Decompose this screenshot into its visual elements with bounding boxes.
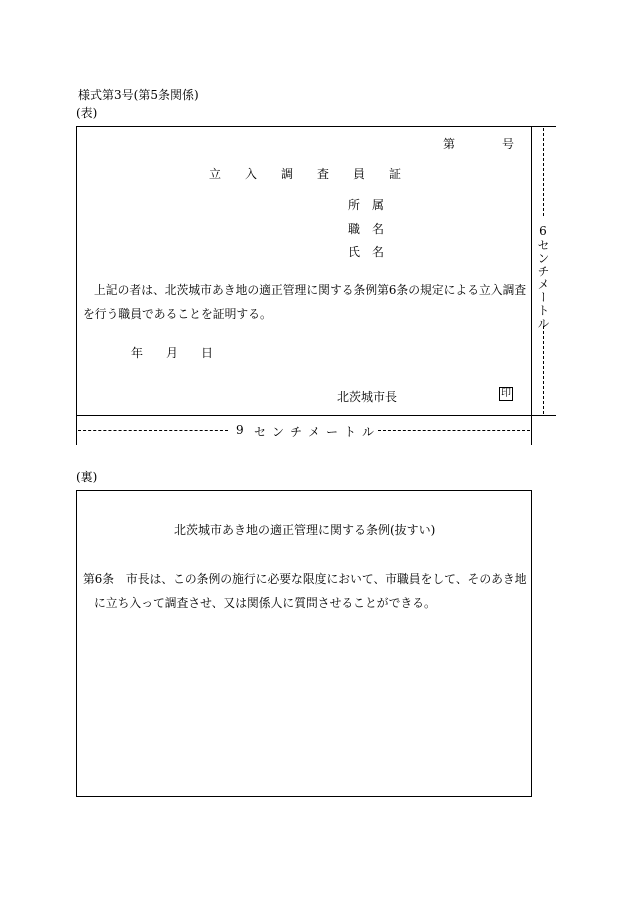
card-title-char: 証: [389, 167, 402, 181]
width-dimension-char: ル: [362, 425, 375, 439]
front-card-left-border: [76, 126, 77, 445]
number-dai: 第: [443, 137, 456, 151]
date-year: 年: [131, 346, 144, 360]
card-title-char: 調: [281, 167, 294, 181]
width-dimension-char: メ: [308, 425, 321, 439]
width-dimension-char: ン: [272, 425, 285, 439]
width-dimension-left-tick: [76, 415, 77, 445]
width-dimension-line-right: [378, 430, 530, 431]
certification-text-line1: 上記の者は、北茨城市あき地の適正管理に関する条例第6条の規定による立入調査: [94, 283, 527, 297]
position-char: 名: [372, 222, 385, 236]
width-dimension-char: セ: [254, 425, 267, 439]
height-dimension-line-upper: [543, 128, 544, 216]
height-dimension-label: 6センチメートル: [536, 224, 550, 330]
front-card-bottom-border: [76, 415, 532, 416]
card-title-char: 立: [209, 167, 222, 181]
name-char: 氏: [348, 245, 361, 259]
front-label: (表): [76, 106, 98, 120]
form-title: 様式第3号(第5条関係): [78, 88, 199, 102]
name-char: 名: [372, 245, 385, 259]
back-card-title: 北茨城市あき地の適正管理に関する条例(抜すい): [174, 523, 436, 537]
height-dimension-line-lower: [543, 326, 544, 414]
certification-text-line2: を行う職員であることを証明する。: [83, 307, 272, 321]
height-dimension-bottom-tick: [532, 415, 556, 416]
date-day: 日: [201, 346, 214, 360]
back-label: (裏): [76, 470, 98, 484]
height-dimension-top-tick: [532, 126, 556, 127]
front-card-right-border: [531, 126, 532, 445]
card-title-char: 員: [353, 167, 366, 181]
width-dimension-right-tick: [531, 415, 532, 445]
card-title-char: 査: [317, 167, 330, 181]
width-dimension-char: ト: [344, 425, 357, 439]
position-char: 職: [348, 222, 361, 236]
front-card-top-border: [76, 126, 532, 127]
seal-icon: 印: [501, 388, 511, 399]
width-dimension-char: 9: [236, 423, 244, 437]
number-go: 号: [502, 137, 515, 151]
affiliation-char: 属: [372, 198, 385, 212]
width-dimension-char: ー: [326, 425, 339, 439]
article-text-line1: 第6条 市長は、この条例の施行に必要な限度において、市職員をして、そのあき地: [83, 572, 527, 586]
mayor-signature: 北茨城市長: [337, 390, 398, 404]
affiliation-char: 所: [348, 198, 361, 212]
date-month: 月: [166, 346, 179, 360]
card-title-char: 入: [245, 167, 258, 181]
article-text-line2: に立ち入って調査させ、又は関係人に質問させることができる。: [94, 596, 436, 610]
width-dimension-char: チ: [290, 425, 303, 439]
width-dimension-line-left: [78, 430, 228, 431]
